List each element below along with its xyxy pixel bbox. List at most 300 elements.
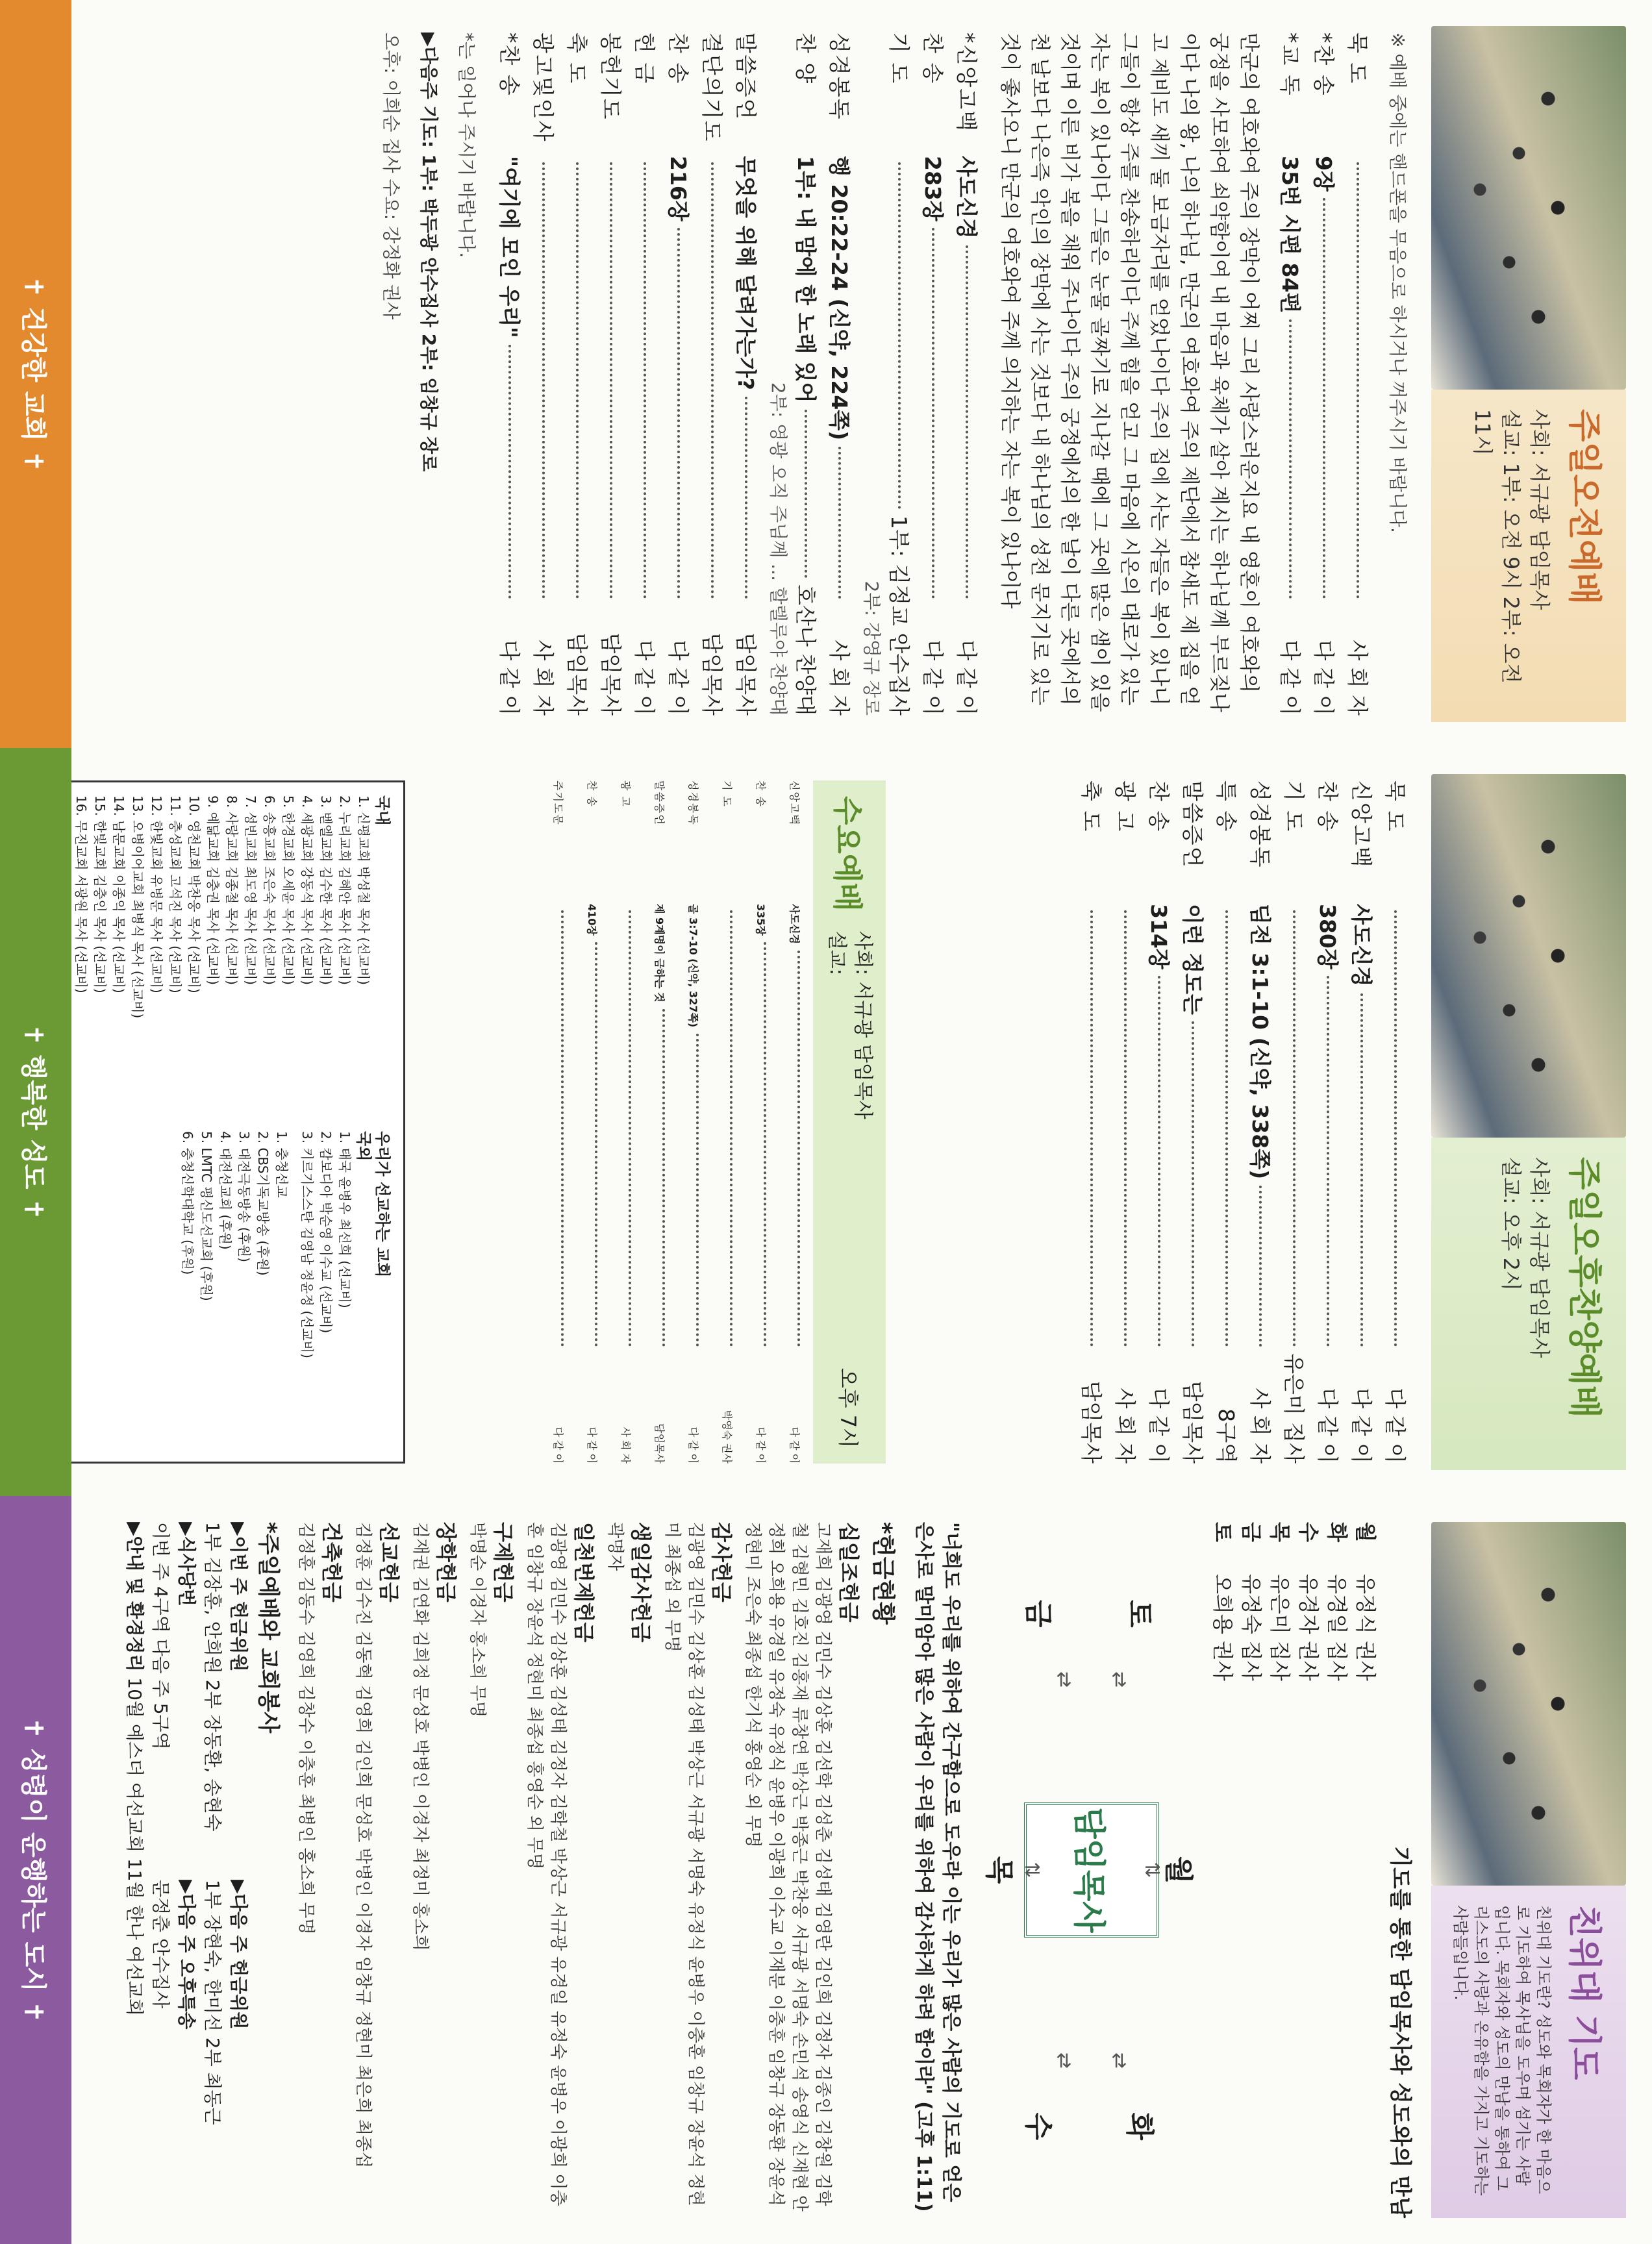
order-label: 묵 도 [1383, 780, 1408, 833]
order-who: 다 같 이 [788, 1427, 801, 1464]
prayer-day: 월 [1353, 1522, 1378, 1542]
arrow-bottom-icon: ⇅ [1020, 1862, 1043, 1878]
order-row [1209, 780, 1243, 1464]
choir-photo [1431, 26, 1626, 390]
org-item: 1. 충청선교 [274, 1131, 290, 1198]
mission-item: 15. 한빛교회 김충인 목사 (선교비) [92, 795, 108, 993]
dot-leader [932, 228, 934, 599]
order-value: 사도신경 [788, 904, 801, 944]
order-who: 다 같 이 [687, 1427, 699, 1464]
org-item: 6. 충청신학대학교 (후원) [180, 1131, 195, 1275]
order-label: 주기도문 [552, 780, 564, 826]
footer-happy-saints: ✝ 행복한 성도 ✝ [0, 748, 71, 1496]
next-week-prayer: ▶다음주 기도: 1부: 박두광 안수집사 2부: 임창규 장로 [418, 32, 440, 472]
order-row [532, 780, 566, 1464]
day-sat: 토 [1123, 1600, 1156, 1628]
order-who: 다 같 이 [632, 640, 657, 716]
dot-leader [764, 942, 766, 1347]
order-label: 광고및인사 [531, 32, 556, 143]
panel-morning-service [0, 0, 1652, 748]
offering-names: 곽명자 [605, 1522, 625, 1571]
order-row [1310, 780, 1344, 1464]
order-label: 묵 도 [1345, 32, 1370, 85]
order-who: 사 회 자 [827, 640, 852, 716]
afternoon-special-label: ▶다음 주 오후특송 [176, 1880, 197, 2030]
order-label: 봉헌기도 [598, 32, 623, 121]
dot-leader [898, 162, 901, 509]
dot-leader [1289, 319, 1292, 599]
order-who: 사 회 자 [620, 1427, 632, 1464]
responsive-reading: 만군의 여호와여 주의 장막이 어찌 그리 사랑스러운지요 내 영혼이 여호와의 궁정을 사모하여 쇠약함이여 내 마음과 육체가 살아 계시는 하나님께 부르짖나이다 나의 왕, 나의 하나님, 만군의 여호와여 주의 제단에서 참새도 제 집을 얻고 제비도 새끼 둘 보금자리를 얻었나이다 주의 집에 사는 자들은 복이 있나니 그들이 항상 주를 찬송하리이다 주께 힘을 얻고 그 마음에 시온의 대로가 있는 자는 복이 있나이다 그들은 눈물 골짜기로 지나갈 때에 그 곳에 많은 샘이 있을 것이며 이른 비가 복을 채워 주나이다 주의 궁정에서의 한 날이 다른 곳에서의 천 날보다 나은즉 악인의 장막에 사는 것보다 내 하나님의 성전 문지기로 있는 것이 좋사오니 만군의 여호와여 주께 의지하는 자는 복이 있나이다 [998, 32, 1260, 712]
order-value: 9장 [1311, 156, 1336, 192]
offering-heading: *헌금현황 [870, 1522, 896, 1625]
pastor-center [1024, 1802, 1159, 1938]
order-row [594, 32, 627, 716]
dot-leader [1323, 198, 1325, 599]
order-label: 특 송 [1214, 780, 1239, 833]
order-row [769, 780, 803, 1464]
mission-item: 14. 남문교회 이종익 목사 (선교비) [111, 795, 127, 993]
order-row [1142, 780, 1175, 1464]
order-row [661, 32, 695, 716]
order-row [1307, 32, 1340, 716]
duty-section [121, 1522, 281, 2218]
dot-leader [838, 447, 841, 599]
order-who: 다 같 이 [954, 640, 979, 716]
order-who: 다 같 이 [920, 640, 945, 716]
prayer-day-row [1266, 1522, 1294, 2218]
foreign-list [297, 1131, 354, 1449]
duty-heading: *주일예배와 교회봉사 [255, 1522, 281, 1734]
order-row [1108, 780, 1142, 1464]
missions-box [20, 780, 405, 1464]
order-who: 다 같 이 [1315, 1388, 1340, 1464]
order-row [1273, 32, 1307, 716]
org-list [178, 1131, 291, 1449]
this-week-label: ▶이번 주 헌금위원 [228, 1522, 249, 1672]
dot-leader [561, 910, 564, 1347]
order-who: 사 회 자 [1247, 1388, 1273, 1464]
footer-healthy-church: ✝ 건강한 교회 ✝ [0, 0, 71, 748]
order-row [1074, 780, 1108, 1464]
arrow-left-top-icon: ⇄ [1108, 1671, 1131, 1688]
offering-names: 김광영 김민수 김상훈 김성태 박상근 서규광 서명숙 유정식 윤병우 이충훈 임창규 장윤석 정현미 최종섭 외 무명 [662, 1522, 705, 2206]
order-label: 찬 양 [793, 32, 818, 85]
afternoon-header [1431, 1138, 1626, 1470]
dot-leader [1357, 162, 1359, 599]
second-anthem: 2부: 영광 오직 주님께 ... 할렐루야 찬양대 [768, 382, 789, 716]
offering-names: 김재권 김연화 김희정 문성호 박병인 이경자 최정미 홍소희 [410, 1522, 430, 1951]
order-row [560, 32, 594, 716]
wednesday-header [813, 780, 886, 1464]
mission-item: 5. 한경교회 오세윤 목사 (선교비) [281, 795, 296, 985]
order-row [701, 780, 735, 1464]
prayer-days-list [1208, 1522, 1380, 2218]
dot-leader [1124, 910, 1127, 1347]
prayer-person: 유은미 집사 [1268, 1574, 1292, 1681]
prayer-day-row [1323, 1522, 1351, 2218]
offering-list [294, 1522, 897, 2218]
order-label: 말씀증언 [653, 780, 666, 826]
order-label: 축 도 [1079, 780, 1104, 833]
morning-preacher: 설교: 1부: 오전 9시 2부: 오전 11시 [1470, 409, 1523, 684]
missions-heading: 우리가 선교하는 교회 [373, 1131, 392, 1278]
order-who: 다 같 이 [1383, 1388, 1408, 1464]
order-label: 찬 송 [1146, 780, 1171, 833]
prayer-verse: "너희도 우리를 위하여 간구함으로 도우라 이는 우리가 많은 사람의 기도로 얻은 은사로 말미암아 많은 사람이 우리를 위하여 감사하게 하려 함이라" (고후 1:11) [912, 1522, 962, 2212]
wednesday-presider: 사회: 서규광 담임목사 [851, 930, 874, 1119]
morning-order-list-2 [882, 32, 983, 716]
order-who: 담임목사 [1180, 1380, 1205, 1464]
wednesday-meta [823, 931, 875, 1119]
order-who: 다 같 이 [497, 640, 522, 716]
order-label: 찬 송 [755, 780, 767, 808]
day-wed: 수 [1021, 2112, 1055, 2140]
mission-item: 3. 키르기스스탄 김영남 정윤정 (선교비) [299, 1131, 315, 1358]
order-label: 말씀증언 [733, 32, 758, 121]
order-row [822, 32, 856, 716]
dot-leader [1293, 910, 1295, 1347]
order-who: 담임목사 [1079, 1380, 1104, 1464]
prayer-intro: 친위대 기도란? 성도와 목회자가 한 마음으로 기도하여 목사님을 도우며 섬기는 사람입니다. 목회자와 성도의 만남을 통하여 그리스도의 사랑과 온유함을 가지고 기도하는 사람들입니다. [1451, 1905, 1553, 2196]
dot-leader [595, 942, 597, 1347]
order-value: 283장 [920, 156, 945, 221]
dot-leader [696, 1034, 699, 1347]
morning-order [368, 32, 1412, 716]
order-label: 말씀증언 [1180, 780, 1205, 869]
order-who: 다 같 이 [1311, 640, 1336, 716]
order-label: 찬 송 [1315, 780, 1340, 833]
afternoon-preacher: 설교: 오후 2시 [1499, 1157, 1523, 1291]
offering-names: 고재희 김광영 김민수 김상훈 김선학 김성춘 김성태 김영란 김인희 김정자 김종인 김창원 김학철 김형민 김호진 김홍재 류창연 박상근 박종근 박찬웅 서규광 서명숙 손민석 송영식 신재현 안정희 오희용 유경일 유정숙 유정식 윤병우 이광희 이수교 이재분 이충훈 임창규 장동환 장윤석 정현미 조은숙 최종섭 한기석 홍영순 외 무명 [743, 1522, 832, 2212]
morning-presider: 사회: 서규광 담임목사 [1527, 409, 1552, 610]
order-label: *신앙고백 [954, 32, 979, 133]
order-who: 다 같 이 [1277, 640, 1303, 716]
morning-title: 주일오전예배 [1564, 409, 1603, 605]
order-label: 신앙고백 [788, 780, 801, 826]
mission-item: 13. 오병이어교회 최병식 목사 (선교비) [130, 795, 145, 1019]
meal-label: ▶식사당번 [176, 1522, 197, 1606]
prayer-person: 유경일 집사 [1325, 1574, 1349, 1681]
afternoon-presider: 사회: 서규광 담임목사 [1527, 1157, 1552, 1358]
congregation-photo [1431, 774, 1626, 1138]
order-who: 다 같 이 [552, 1427, 564, 1464]
foreign-missions [34, 1131, 392, 1449]
order-label: 축 도 [564, 32, 590, 85]
order-value: 사도신경 [1349, 904, 1374, 987]
dot-leader [576, 162, 579, 599]
prayer-subtitle: 기도를 통한 담임목사와 성도와의 만남 [1387, 1846, 1413, 2218]
afternoon-special-duty [147, 1880, 199, 2218]
order-row [668, 780, 701, 1464]
offering-kind: 장학헌금 [434, 1522, 458, 1602]
arrow-right-top-icon: ⇄ [1108, 2052, 1131, 2069]
arrow-left-bottom-icon: ⇄ [1053, 1671, 1075, 1688]
org-item: 5. LMTC 평신도선교회 (후원) [199, 1131, 214, 1301]
order-row [566, 780, 600, 1464]
dot-leader [1360, 993, 1363, 1347]
dot-leader [1158, 976, 1160, 1347]
order-value: 410장 [586, 904, 598, 936]
order-who: 다 같 이 [755, 1427, 767, 1464]
arrow-top-icon: ⇅ [1140, 1862, 1163, 1878]
order-who: 다 같 이 [586, 1427, 598, 1464]
offering-kind: 생일감사헌금 [629, 1522, 653, 1643]
offering-kind: 감사헌금 [709, 1522, 734, 1602]
dot-leader [1327, 976, 1329, 1347]
dot-leader [662, 1009, 665, 1347]
order-who: 다 같 이 [1146, 1388, 1171, 1464]
mission-item: 1. 태국 윤병우 최선희 (선교비) [337, 1131, 353, 1308]
order-label: 성경봉독 [687, 780, 699, 826]
domestic-missions [34, 795, 392, 1113]
offering-kind: 구제헌금 [491, 1522, 516, 1602]
order-who: 사 회 자 [531, 640, 556, 716]
order-label: 광 고 [1112, 780, 1138, 833]
wednesday-order-list [532, 780, 803, 1464]
org-item: 4. 대전선교회 (후원) [218, 1131, 233, 1250]
order-row [949, 32, 983, 716]
dot-leader [508, 345, 511, 599]
mission-item: 11. 충성교회 고석진 목사 (선교비) [168, 795, 183, 993]
order-row [1277, 780, 1310, 1464]
offering-kind: 건축헌금 [319, 1522, 344, 1602]
offering-kind: 십일조헌금 [836, 1522, 861, 1623]
dot-leader [1090, 910, 1093, 1347]
day-tue: 화 [1123, 2112, 1156, 2140]
order-row [600, 780, 634, 1464]
afternoon-title: 주일오후찬양예배 [1564, 1157, 1603, 1418]
order-value: 216장 [666, 156, 691, 221]
prayer-diagram [975, 1522, 1208, 2218]
offering-names: 김광영 김민수 김상훈 김성태 김정자 김학철 박상근 서규광 유경일 유정숙 윤병우 이광희 이충훈 임창규 장윤석 정현미 최종섭 홍영순 외 무명 [525, 1522, 568, 2206]
order-who: 박영숙 권사 [721, 1410, 733, 1464]
order-label: 성경봉독 [827, 32, 852, 121]
mission-item: 7. 성빈교회 최도영 목사 (선교비) [243, 795, 258, 985]
order-row [882, 32, 916, 716]
next-week-names: 1부 장현숙, 한미선 2부 최동근 [202, 1880, 223, 2125]
offering-names: 김정훈 김동수 김영희 김창수 이충훈 최병인 홍소희 무명 [296, 1522, 316, 1935]
order-who: 담임목사 [653, 1423, 666, 1464]
order-row [916, 32, 949, 716]
prayer-day-row [1294, 1522, 1323, 2218]
day-mon: 월 [1162, 1856, 1195, 1884]
mission-item: 10. 영천교회 박찬웅 목사 (선교비) [186, 795, 202, 993]
order-label: 기 도 [886, 32, 912, 85]
mission-item: 8. 사랑교회 김종철 목사 (선교비) [224, 795, 240, 985]
order-label: *교 독 [1277, 32, 1303, 97]
meal-names: 이번 주 4구역 다음 주 5구역 [150, 1522, 171, 1750]
mission-item: 4. 세광교회 강동석 목사 (선교비) [299, 795, 315, 985]
dot-leader [542, 162, 545, 599]
order-who: 다 같 이 [1349, 1388, 1374, 1464]
prayer-day: 금 [1239, 1522, 1264, 1542]
arrow-right-bottom-icon: ⇄ [1053, 2052, 1075, 2069]
order-label: 기 도 [1281, 780, 1307, 833]
order-value: 380장 [1315, 904, 1340, 969]
center-label: 담임목사 [1070, 1807, 1108, 1933]
prayer-person: 유정숙 집사 [1239, 1574, 1264, 1681]
dot-leader [677, 228, 680, 599]
prayer-day-row [1237, 1522, 1266, 2218]
prayer-day: 화 [1325, 1522, 1349, 1542]
order-label: 찬 송 [586, 780, 598, 808]
order-value: 이런 정도는 [1180, 904, 1205, 1015]
second-prayer: 2부: 강영규 장로 [861, 580, 882, 716]
order-label: 신앙고백 [1349, 780, 1374, 869]
dot-leader [805, 410, 807, 579]
order-value: 제 9계명이 금하는 것 [653, 904, 666, 1003]
next-week-offering-team [199, 1880, 251, 2218]
dot-leader [797, 951, 800, 1347]
order-value: "여기에 모인 우리" [497, 156, 522, 338]
order-label: 찬 송 [666, 32, 691, 85]
order-who: 사 회 자 [1112, 1388, 1138, 1464]
morning-order-list-3 [788, 32, 856, 716]
dot-leader [1259, 1186, 1262, 1347]
wednesday-time: 오후 7시 [836, 1367, 860, 1448]
morning-order-list-4 [492, 32, 762, 716]
prayer-day: 수 [1296, 1522, 1321, 1542]
offering-names: 김정훈 김수진 김동혁 김영희 김인희 문성호 박병인 이경자 임창규 정현미 최은희 최종섭 [353, 1522, 373, 2169]
order-who: 담임목사 [733, 632, 758, 716]
prayer-person: 유정식 권사 [1353, 1574, 1378, 1681]
prayer-person: 유경자 권사 [1296, 1574, 1321, 1681]
dot-leader [711, 162, 714, 599]
prayer-day: 목 [1268, 1522, 1292, 1542]
dot-leader [1225, 910, 1228, 1347]
order-who: 담임목사 [699, 632, 725, 716]
standing-note: *는 일어나 주시기 바랍니다. [456, 32, 477, 258]
guide-duty [121, 1522, 147, 2218]
dot-leader [730, 910, 732, 1347]
order-value: 335장 [755, 904, 767, 936]
mission-item: 3. 벧엘교회 김수한 목사 (선교비) [318, 795, 334, 985]
guide-label: ▶안내 및 환경정리 [124, 1522, 145, 1672]
offering-kind: 선교헌금 [377, 1522, 401, 1602]
dot-leader [610, 162, 612, 599]
order-value: 1부: 내 맘에 한 노래 있어 [793, 156, 818, 403]
mission-item: 2. 캄보디아 박순영 이수교 (선교비) [318, 1131, 334, 1334]
wednesday-title: 수요예배 [830, 796, 865, 912]
order-row [492, 32, 526, 716]
prayer-header [1431, 1886, 1626, 2218]
wednesday-preacher: 설교: [825, 930, 848, 975]
order-label: 찬 송 [920, 32, 945, 85]
dot-leader [629, 910, 631, 1347]
order-label: *찬 송 [497, 32, 522, 97]
afternoon-special-names: 문정춘 안수집사 [150, 1880, 171, 2009]
order-row [627, 32, 661, 716]
mission-item: 1. 신평교회 박성철 목사 (선교비) [356, 795, 371, 985]
this-week-names: 1부 김장훈, 안희원 2부 장동환, 송현숙 [202, 1522, 223, 1832]
fellowship-photo [1431, 1522, 1626, 1886]
order-label: 기 도 [721, 780, 733, 808]
mission-item: 9. 예닮교회 김충권 목사 (선교비) [205, 795, 221, 985]
org-item: 3. 대전극동방송 (후원) [236, 1131, 252, 1262]
dot-leader [745, 397, 747, 599]
morning-order-list-1 [1273, 32, 1374, 716]
org-item: 2. CBS기독교방송 (후원) [255, 1131, 271, 1276]
order-label: 성경봉독 [1247, 780, 1273, 869]
order-row [735, 780, 769, 1464]
order-row [634, 780, 668, 1464]
order-row [1340, 32, 1374, 716]
mission-item: 6. 송흥교회 조은숙 목사 (선교비) [262, 795, 277, 985]
order-label: 결단의기도 [699, 32, 725, 143]
dot-leader [1394, 910, 1397, 1347]
offering-items [294, 1522, 863, 2218]
next-week-label: ▶다음 주 헌금위원 [228, 1880, 249, 2030]
order-value: 사도신경 [954, 156, 979, 239]
order-row [1175, 780, 1209, 1464]
order-value: 무엇을 위해 달려가는가? [733, 156, 758, 390]
order-value: 행 20:22-24 (신약, 224쪽) [827, 156, 852, 441]
prayer-day: 토 [1210, 1522, 1235, 1542]
prayer-body [121, 1522, 1418, 2218]
order-who: 1부: 김정교 안수집사 [886, 515, 912, 716]
day-fri: 금 [1021, 1600, 1055, 1628]
order-row [1378, 780, 1412, 1464]
order-row [695, 32, 729, 716]
order-value: 35번 시편 84편 [1277, 156, 1303, 314]
order-label: 헌 금 [632, 32, 657, 85]
afternoon-order-list [1074, 780, 1412, 1464]
meal-duty [147, 1522, 199, 1860]
wednesday-service [532, 780, 886, 1464]
order-who: 사 회 자 [1345, 640, 1370, 716]
foreign-label: 국외 [355, 1131, 373, 1162]
phone-notice: ※ 예배 중에는 핸드폰을 무음으로 하시거나 꺼주시기 바랍니다. [1387, 32, 1408, 533]
order-who: 담임목사 [564, 632, 590, 716]
order-value: 314장 [1146, 904, 1171, 969]
next-week-offering: 오후: 이희순 집사 수요: 강정화 권사 [381, 32, 402, 320]
domestic-label: 국내 [373, 795, 392, 826]
footer-spirit-city: ✝ 성령이 운행하는 도시 ✝ [0, 1496, 71, 2244]
order-who: 호산나 찬양대 [793, 584, 818, 716]
order-row [526, 32, 560, 716]
prayer-title: 친위대 기도 [1564, 1905, 1603, 2080]
mission-item: 2. 누리교회 김혜안 목사 (선교비) [337, 795, 353, 985]
day-thu: 목 [982, 1856, 1016, 1884]
order-who: 담임목사 [598, 632, 623, 716]
offering-names: 박명순 이경자 홍소희 무명 [468, 1522, 487, 1718]
order-value: 딤전 3:1-10 (신약, 338쪽) [1247, 904, 1273, 1180]
prayer-person: 오희용 권사 [1210, 1574, 1235, 1681]
order-value: 골 3:7-10 (신약, 327쪽) [687, 904, 699, 1028]
prayer-day-row [1351, 1522, 1380, 2218]
dot-leader [644, 162, 646, 599]
order-who: 유은미 집사 [1281, 1353, 1307, 1464]
dot-leader [1192, 1021, 1194, 1347]
afternoon-order [1074, 780, 1412, 1464]
morning-header [1431, 390, 1626, 722]
dot-leader [966, 245, 968, 599]
order-who: 다 같 이 [666, 640, 691, 716]
order-row [788, 32, 822, 716]
this-week-offering-team [199, 1522, 251, 1860]
offering-kind: 일천번제헌금 [571, 1522, 596, 1643]
prayer-day-row [1208, 1522, 1237, 2218]
order-label: 광 고 [620, 780, 632, 808]
mission-item: 16. 무진교회 서광원 목사 (선교비) [73, 795, 89, 993]
duty-row-2 [147, 1522, 199, 2218]
order-who: 8구역 [1214, 1408, 1239, 1464]
duty-row-1 [199, 1522, 251, 2218]
order-row [729, 32, 762, 716]
mission-item: 12. 한빛교회 유병문 목사 (선교비) [149, 795, 164, 993]
order-row [1243, 780, 1277, 1464]
